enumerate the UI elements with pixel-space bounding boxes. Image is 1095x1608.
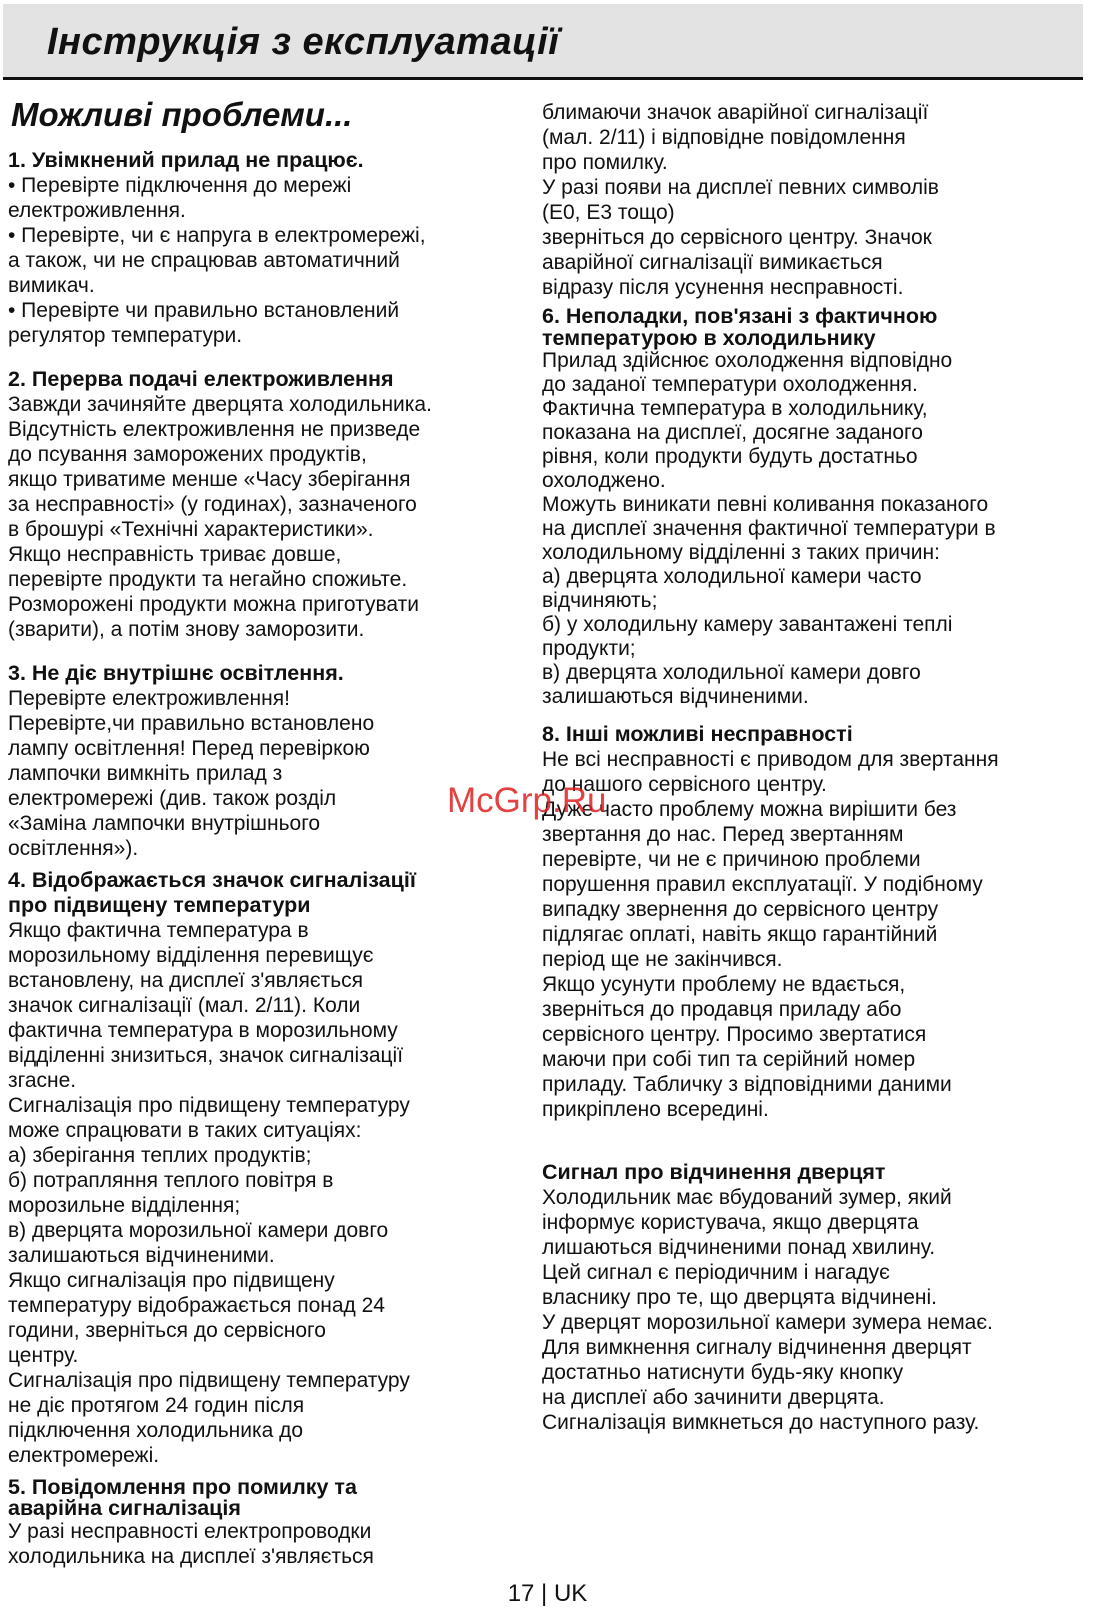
section-5-line: блимаючи значок аварійної сигналізації: [542, 101, 929, 124]
door-signal-line: власнику про те, що дверцята відчинені.: [542, 1286, 937, 1309]
section-5-heading: аварійна сигналізація: [8, 1496, 241, 1520]
section-8-line: маючи при собі тип та серійний номер: [542, 1048, 916, 1071]
section-6-line: відчиняють;: [542, 589, 658, 612]
section-8-line: звертання до нас. Перед звертанням: [542, 823, 904, 846]
section-2-line: (зварити), а потім знову заморозити.: [8, 618, 365, 641]
door-signal-line: У дверцят морозильної камери зумера немає.: [542, 1311, 993, 1334]
section-3-line: лампу освітлення! Перед перевіркою: [8, 737, 370, 760]
section-8: [542, 722, 999, 1122]
section-4-heading: 4. Відображається значок сигналізації: [8, 868, 416, 892]
section-6-line: показана на дисплеї, досягне заданого: [542, 421, 923, 444]
section-3-line: Перевірте електроживлення!: [8, 687, 290, 710]
section-6-line: продукти;: [542, 637, 636, 660]
section-2-line: в брошурі «Технічні характеристики».: [8, 518, 374, 541]
section-8-line: до нашого сервісного центру.: [542, 773, 827, 796]
section-4-line: температуру відображається понад 24: [8, 1294, 385, 1317]
section-4-line: не діє протягом 24 годин після: [8, 1394, 305, 1417]
section-8-line: порушення правил експлуатації. У подібному: [542, 873, 983, 896]
section-8-line: сервісного центру. Просимо звертатися: [542, 1023, 927, 1046]
section-1-line: електроживлення.: [8, 199, 186, 222]
door-signal-line: Сигналізація вимкнеться до наступного разу.: [542, 1411, 980, 1434]
section-2-line: перевірте продукти та негайно спожиьте.: [8, 568, 408, 591]
section-6-line: залишаються відчиненими.: [542, 685, 809, 708]
section-1-line: вимикач.: [8, 274, 95, 297]
section-6: [542, 305, 996, 709]
section-4-line: морозильне відділення;: [8, 1194, 241, 1217]
section-8-heading: 8. Інші можливі несправності: [542, 722, 853, 746]
section-4-line: Сигналізація про підвищену температуру: [8, 1094, 410, 1117]
section-5-continued: [542, 100, 939, 300]
section-4: [8, 868, 416, 1468]
section-6-line: Прилад здійснює охолодження відповідно: [542, 349, 953, 372]
section-5-line: відразу після усунення несправності.: [542, 276, 904, 299]
section-5-line: зверніться до сервісного центру. Значок: [542, 226, 932, 249]
section-6-line: в) дверцята холодильної камери довго: [542, 661, 921, 684]
door-signal-line: Для вимкнення сигналу відчинення дверцят: [542, 1336, 972, 1359]
section-4-line: може спрацювати в таких ситуаціях:: [8, 1119, 362, 1142]
section-3-line: Перевірте,чи правильно встановлено: [8, 712, 375, 735]
page-title: Інструкція з експлуатації: [47, 21, 560, 63]
section-6-line: рівня, коли продукти будуть достатньо: [542, 445, 918, 468]
door-signal-line: Холодильник має вбудований зумер, який: [542, 1186, 952, 1209]
page-number: 17 | UK: [507, 1580, 588, 1607]
section-3-heading: 3. Не діє внутрішнє освітлення.: [8, 661, 344, 685]
section-3-line: освітлення»).: [8, 837, 139, 860]
page-header: [3, 4, 1083, 80]
section-5-heading: 5. Повідомлення про помилку та: [8, 1475, 357, 1499]
section-4-line: підключення холодильника до: [8, 1419, 304, 1442]
section-6-line: б) у холодильну камеру завантажені теплі: [542, 613, 953, 636]
section-2-line: Якщо несправність триває довше,: [8, 543, 342, 566]
section-6-heading: 6. Неполадки, пов'язані з фактичною: [542, 304, 938, 328]
section-2-line: до псування заморожених продуктів,: [8, 443, 367, 466]
section-1-line: • Перевірте чи правильно встановлений: [8, 299, 400, 322]
section-4-heading: про підвищену температури: [8, 893, 311, 917]
section-5-line: аварійної сигналізації вимикається: [542, 251, 883, 274]
section-8-line: прикріплено всередині.: [542, 1098, 769, 1121]
section-4-line: Сигналізація про підвищену температуру: [8, 1369, 410, 1392]
door-signal-line: лишаються відчиненими понад хвилину.: [542, 1236, 936, 1259]
section-8-line: приладу. Табличку з відповідними даними: [542, 1073, 952, 1096]
section-1: [8, 148, 426, 348]
section-1-heading: 1. Увімкнений прилад не працює.: [8, 148, 364, 172]
section-2-line: Завжди зачиняйте дверцята холодильника.: [8, 393, 432, 416]
door-signal-line: на дисплеї або зачинити дверцята.: [542, 1386, 885, 1409]
section-8-line: перевірте, чи не є причиною проблеми: [542, 848, 921, 871]
section-5-line: про помилку.: [542, 151, 668, 174]
section-2: [8, 367, 432, 642]
section-5-line: (мал. 2/11) і відповідне повідомлення: [542, 126, 906, 149]
section-4-line: центру.: [8, 1344, 79, 1367]
section-6-heading: температурою в холодильнику: [542, 326, 876, 350]
section-8-line: випадку звернення до сервісного центру: [542, 898, 939, 921]
section-4-line: Якщо фактична температура в: [8, 919, 309, 942]
section-4-line: значок сигналізації (мал. 2/11). Коли: [8, 994, 361, 1017]
section-5: [8, 1477, 374, 1569]
section-8-line: Дуже часто проблему можна вирішити без: [542, 798, 957, 821]
section-3-line: «Заміна лампочки внутрішнього: [8, 812, 321, 835]
section-2-heading: 2. Перерва подачі електроживлення: [8, 367, 394, 391]
door-signal-heading: Сигнал про відчинення дверцят: [542, 1160, 886, 1184]
section-1-line: регулятор температури.: [8, 324, 243, 347]
section-2-line: Відсутність електроживлення не призведе: [8, 418, 421, 441]
section-3: [8, 661, 374, 861]
section-4-line: Якщо сигналізація про підвищену: [8, 1269, 335, 1292]
section-5-line: холодильника на дисплеї з'являється: [8, 1545, 374, 1568]
door-signal-line: інформує користувача, якщо дверцята: [542, 1211, 919, 1234]
section-5-line: У разі появи на дисплеї певних символів: [542, 176, 939, 199]
section-4-line: встановлену, на дисплеї з'являється: [8, 969, 364, 992]
section-8-line: підлягає оплаті, навіть якщо гарантійний: [542, 923, 938, 946]
section-4-line: б) потрапляння теплого повітря в: [8, 1169, 334, 1192]
section-4-line: в) дверцята морозильної камери довго: [8, 1219, 389, 1242]
section-title: Можливі проблеми...: [11, 96, 353, 133]
section-3-line: електромережі (див. також розділ: [8, 787, 337, 810]
door-signal-line: достатньо натиснути будь-яку кнопку: [542, 1361, 904, 1384]
section-1-line: • Перевірте, чи є напруга в електромережі,: [8, 224, 426, 247]
door-signal-line: Цей сигнал є періодичним і нагадує: [542, 1261, 890, 1284]
section-2-line: за несправності» (у годинах), зазначеного: [8, 493, 417, 516]
section-3-line: лампочки вимкніть прилад з: [8, 762, 283, 785]
section-1-line: • Перевірте підключення до мережі: [8, 174, 352, 197]
section-4-line: фактична температура в морозильному: [8, 1019, 398, 1042]
section-6-line: Можуть виникати певні коливання показаного: [542, 493, 989, 516]
door-signal-section: [542, 1160, 993, 1435]
section-8-line: Якщо усунути проблему не вдається,: [542, 973, 906, 996]
watermark: McGrp.Ru: [447, 781, 607, 820]
section-6-line: до заданої температури охолодження.: [542, 373, 918, 396]
section-6-line: на дисплеї значення фактичної температури в: [542, 517, 996, 540]
section-6-line: Фактична температура в холодильнику,: [542, 397, 928, 420]
section-1-line: а також, чи не спрацював автоматичний: [8, 249, 400, 272]
section-6-line: холодильному відділенні з таких причин:: [542, 541, 940, 564]
section-4-line: залишаються відчиненими.: [8, 1244, 275, 1267]
section-4-line: години, зверніться до сервісного: [8, 1319, 326, 1342]
section-5-line: (E0, E3 тощо): [542, 201, 675, 224]
section-4-line: відділенні знизиться, значок сигналізації: [8, 1044, 404, 1067]
section-4-line: а) зберігання теплих продуктів;: [8, 1144, 312, 1167]
section-5-line: У разі несправності електропроводки: [8, 1520, 372, 1543]
section-4-line: морозильному відділення перевищує: [8, 944, 374, 967]
section-6-line: охолоджено.: [542, 469, 666, 492]
section-6-line: а) дверцята холодильної камери часто: [542, 565, 922, 588]
section-2-line: якщо триватиме менше «Часу зберігання: [8, 468, 411, 491]
section-8-line: зверніться до продавця приладу або: [542, 998, 902, 1021]
section-4-line: електромережі.: [8, 1444, 160, 1467]
section-8-line: період ще не закінчився.: [542, 948, 783, 971]
section-8-line: Не всі несправності є приводом для звертання: [542, 748, 999, 771]
section-2-line: Розморожені продукти можна приготувати: [8, 593, 419, 616]
section-4-line: згасне.: [8, 1069, 77, 1092]
